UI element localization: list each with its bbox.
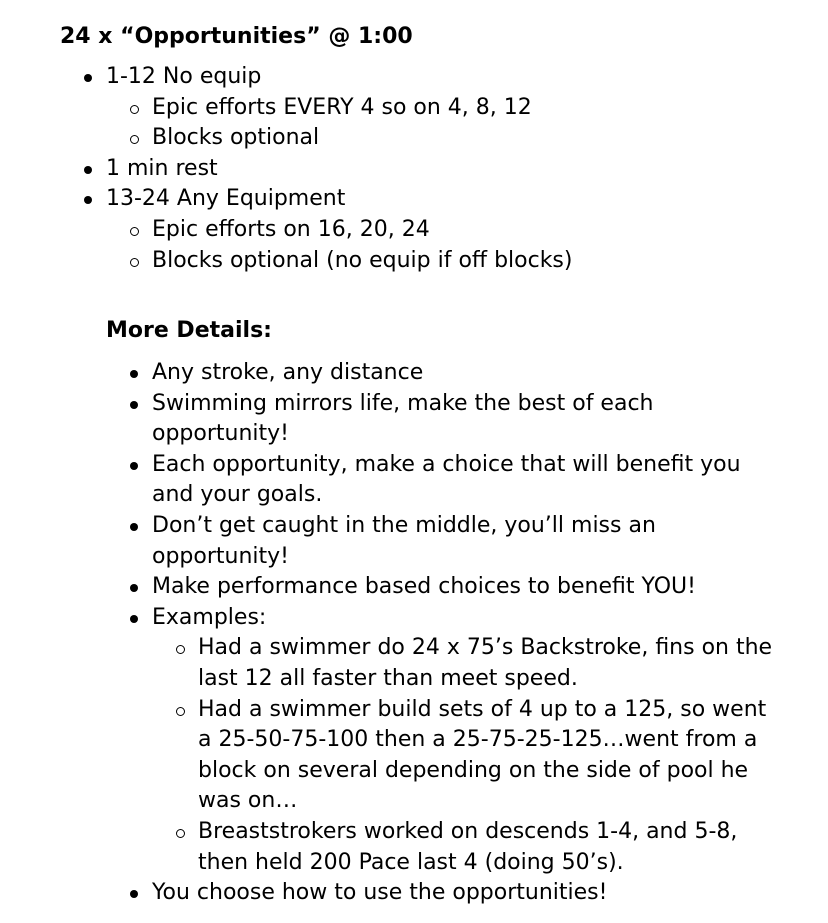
sub-list-item <box>152 123 806 154</box>
sub-list-item <box>152 215 806 246</box>
sub-list <box>198 633 782 878</box>
list-item-text: 1 min rest <box>106 155 218 181</box>
list-item <box>106 154 806 185</box>
list-item <box>106 184 806 276</box>
list-item <box>152 878 782 909</box>
list-item <box>152 389 782 450</box>
details-list <box>152 358 782 909</box>
list-item-text: Examples: <box>152 604 267 630</box>
sub-list-item <box>152 246 806 277</box>
sub-list <box>152 93 806 154</box>
list-item-text: Make performance based choices to benefit YOU! <box>152 574 696 600</box>
sub-list-item-text: Epic efforts on 16, 20, 24 <box>152 216 430 242</box>
sub-list-item <box>198 817 782 878</box>
sub-list-item <box>198 633 782 694</box>
list-item <box>152 450 782 511</box>
sub-list-item-text: Blocks optional <box>152 125 320 151</box>
sub-list-item <box>198 695 782 817</box>
list-item-text: You choose how to use the opportunities! <box>152 880 608 906</box>
list-item <box>152 358 782 389</box>
list-item-text: Any stroke, any distance <box>152 360 424 385</box>
sub-list-item-text: Epic efforts EVERY 4 so on 4, 8, 12 <box>152 94 532 120</box>
list-item <box>152 511 782 572</box>
section-heading: More Details: <box>106 318 272 343</box>
sub-list-item-text: Blocks optional (no equip if off blocks) <box>152 247 573 273</box>
sub-list <box>152 215 806 276</box>
list-item-text: 13-24 Any Equipment <box>106 186 346 212</box>
list-item <box>152 603 782 878</box>
sub-list-item-text: Breaststrokers worked on descends 1-4, and 5-8, then held 200 Pace last 4 (doing 50’s). <box>198 818 738 875</box>
list-item-text: Swimming mirrors life, make the best of each opportunity! <box>152 390 654 447</box>
sub-list-item-text: Had a swimmer do 24 x 75’s Backstroke, fins on the last 12 all faster than meet speed. <box>198 635 773 691</box>
list-item-text: Each opportunity, make a choice that will benefit you and your goals. <box>152 451 741 508</box>
list-item <box>152 572 782 603</box>
set-list <box>106 62 806 276</box>
sub-list-item-text: Had a swimmer build sets of 4 up to a 125, so went a 25-50-75-100 then a 25-75-25-125…went from a block on several depending on the side of pool he was on… <box>198 696 767 814</box>
list-item-text: 1-12 No equip <box>106 64 262 89</box>
list-item <box>106 62 806 154</box>
page-title: 24 x “Opportunities” @ 1:00 <box>60 24 413 49</box>
list-item-text: Don’t get caught in the middle, you’ll miss an opportunity! <box>152 512 656 569</box>
sub-list-item <box>152 93 806 124</box>
